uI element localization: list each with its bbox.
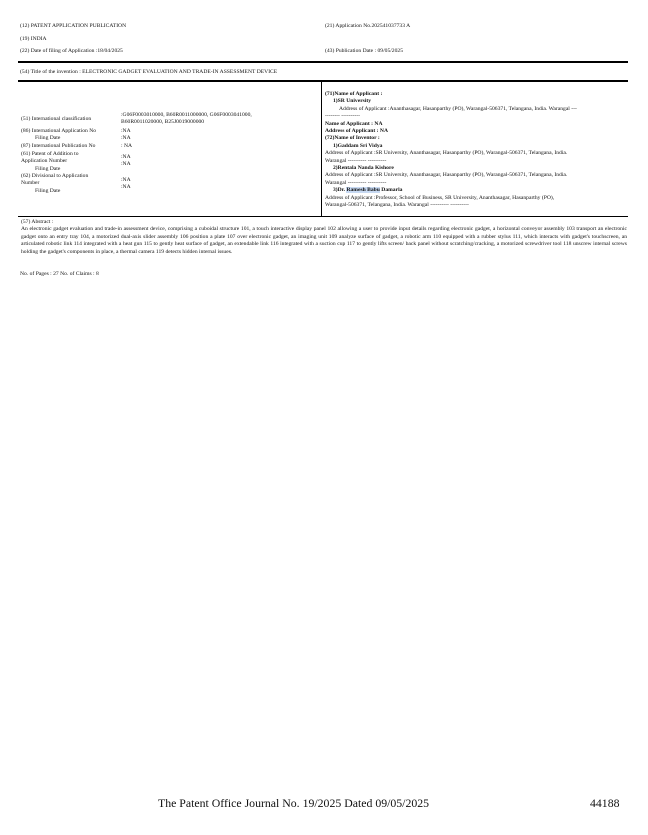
inventor-2-address-cont: Warangal ---------- ---------- xyxy=(325,179,387,186)
filing-date-label-1: Filing Date xyxy=(35,135,61,141)
inventor-3-highlight: Ramesh Babu xyxy=(346,187,380,194)
inventor-1-name: 1)Gaddam Sri Vidya xyxy=(333,142,383,149)
applicant-inventor-section xyxy=(325,91,625,210)
application-number: (21) Application No.202541037733 A xyxy=(325,23,411,29)
country: (19) INDIA xyxy=(20,36,47,42)
journal-footer: The Patent Office Journal No. 19/2025 Dated 09/05/2025 xyxy=(158,796,430,810)
publication-type: (12) PATENT APPLICATION PUBLICATION xyxy=(20,23,127,29)
address-of-applicant-na: Address of Applicant : NA xyxy=(325,128,388,135)
addition-application-number-label: Application Number xyxy=(21,158,68,164)
name-of-applicant-na: Name of Applicant : NA xyxy=(325,120,383,127)
classification-codes-1: :G06F0003010000, B60R0011000000, G06F0003041000, xyxy=(121,112,252,118)
divisional-application-label: (62) Divisional to Application xyxy=(21,173,89,179)
page-number: 44188 xyxy=(590,796,620,810)
invention-title: (54) Title of the invention : ELECTRONIC GADGET EVALUATION AND TRADE-IN ASSESSMENT DEVICE xyxy=(20,69,278,75)
filing-date-value-3: :NA xyxy=(121,184,131,190)
abstract-rule xyxy=(18,216,628,217)
title-rule xyxy=(18,80,628,82)
filing-date-label-2: Filing Date xyxy=(35,166,61,172)
intl-publication-no-label: (87) International Publication No xyxy=(21,143,96,149)
divisional-number-value: :NA xyxy=(121,177,131,183)
inventor-1-address-cont: Warangal ---------- ---------- xyxy=(325,157,387,164)
inventor-2-address: Address of Applicant :SR University, Ananthasagar, Hasanparthy (PO), Warangal-506371, Telangana, India. xyxy=(325,172,568,179)
inventor-3-suffix: Damarla xyxy=(379,187,403,194)
column-divider xyxy=(321,82,322,216)
top-rule xyxy=(18,61,628,63)
addition-application-number-value: :NA xyxy=(121,154,131,160)
inventor-3-prefix: 3)Dr. xyxy=(333,187,347,194)
applicant-heading: (71)Name of Applicant : xyxy=(325,91,383,97)
inventor-3-address: Address of Applicant :Professor, School of Business, SR University, Ananthasagar, Hasanparthy (PO), xyxy=(325,194,555,201)
filing-date-value-1: :NA xyxy=(121,135,131,141)
inventor-1-address: Address of Applicant :SR University, Ananthasagar, Hasanparthy (PO), Warangal-506371, Telangana, India. xyxy=(325,150,568,157)
intl-application-no-label: (86) International Application No xyxy=(21,128,97,134)
inventor-2-name: 2)Rentala Nanda Kishore xyxy=(333,165,394,172)
publication-date: (43) Publication Date : 09/05/2025 xyxy=(325,48,403,54)
patent-of-addition-label: (61) Patent of Addition to xyxy=(21,151,79,157)
inventor-3-address-cont: Warangal-506371, Telangana, India. Warangal ---------- ---------- xyxy=(325,202,469,209)
abstract-heading: (57) Abstract : xyxy=(21,219,54,225)
inventor-3-name xyxy=(325,187,625,194)
filing-date-value-2: :NA xyxy=(121,161,131,167)
intl-publication-no-value: : NA xyxy=(121,143,133,149)
abstract-section xyxy=(21,219,627,256)
classification-label: (51) International classification xyxy=(21,116,92,122)
divisional-number-label: Number xyxy=(21,180,40,186)
inventor-heading: (72)Name of Inventor : xyxy=(325,135,380,142)
classification-codes-2: B60R0011020000, B25J0019000000 xyxy=(121,119,205,125)
intl-application-no-value: :NA xyxy=(121,128,131,134)
pages-claims: No. of Pages : 27 No. of Claims : 8 xyxy=(20,271,99,277)
abstract-text: An electronic gadget evaluation and trade-in assessment device, comprising a cuboidal structure 101, a touch interactive display panel 102 allowing a user to provide input details regarding electronic gadget, a horizontal conveyor assembly 103 transport an electronic gadget onto an entry tray 104, a motorized dual-axis slider assembly 106 position a plate 107 over electronic gadget, an imaging unit 109 analyze surface of gadget, a robotic arm 110 equipped with a rubber stylus 111, which interacts with gadget's touchscreen, an articulated robotic link 114 integrated with a heat gun 115 to gently heat surface of gadget, an extendable link 116 integrated with a suction cup 117 to gently lifts screen/ back panel without scratching/cracking, a motorized screwdriver tool 118 unscrew internal screws holding the gadget's components in place, a thermal camera 119 detects hidden internal issues. xyxy=(21,226,627,255)
filing-date-label-3: Filing Date xyxy=(35,188,61,194)
applicant-1-address-cont: -------- ---------- xyxy=(325,113,360,120)
filing-date: (22) Date of filing of Application :18/04/2025 xyxy=(20,48,123,54)
applicant-1-address: Address of Applicant :Ananthasagar, Hasanparthy (PO), Warangal-506371, Telangana, India. Warangal --- xyxy=(339,105,577,112)
applicant-1-name: 1)SR University xyxy=(333,98,372,105)
